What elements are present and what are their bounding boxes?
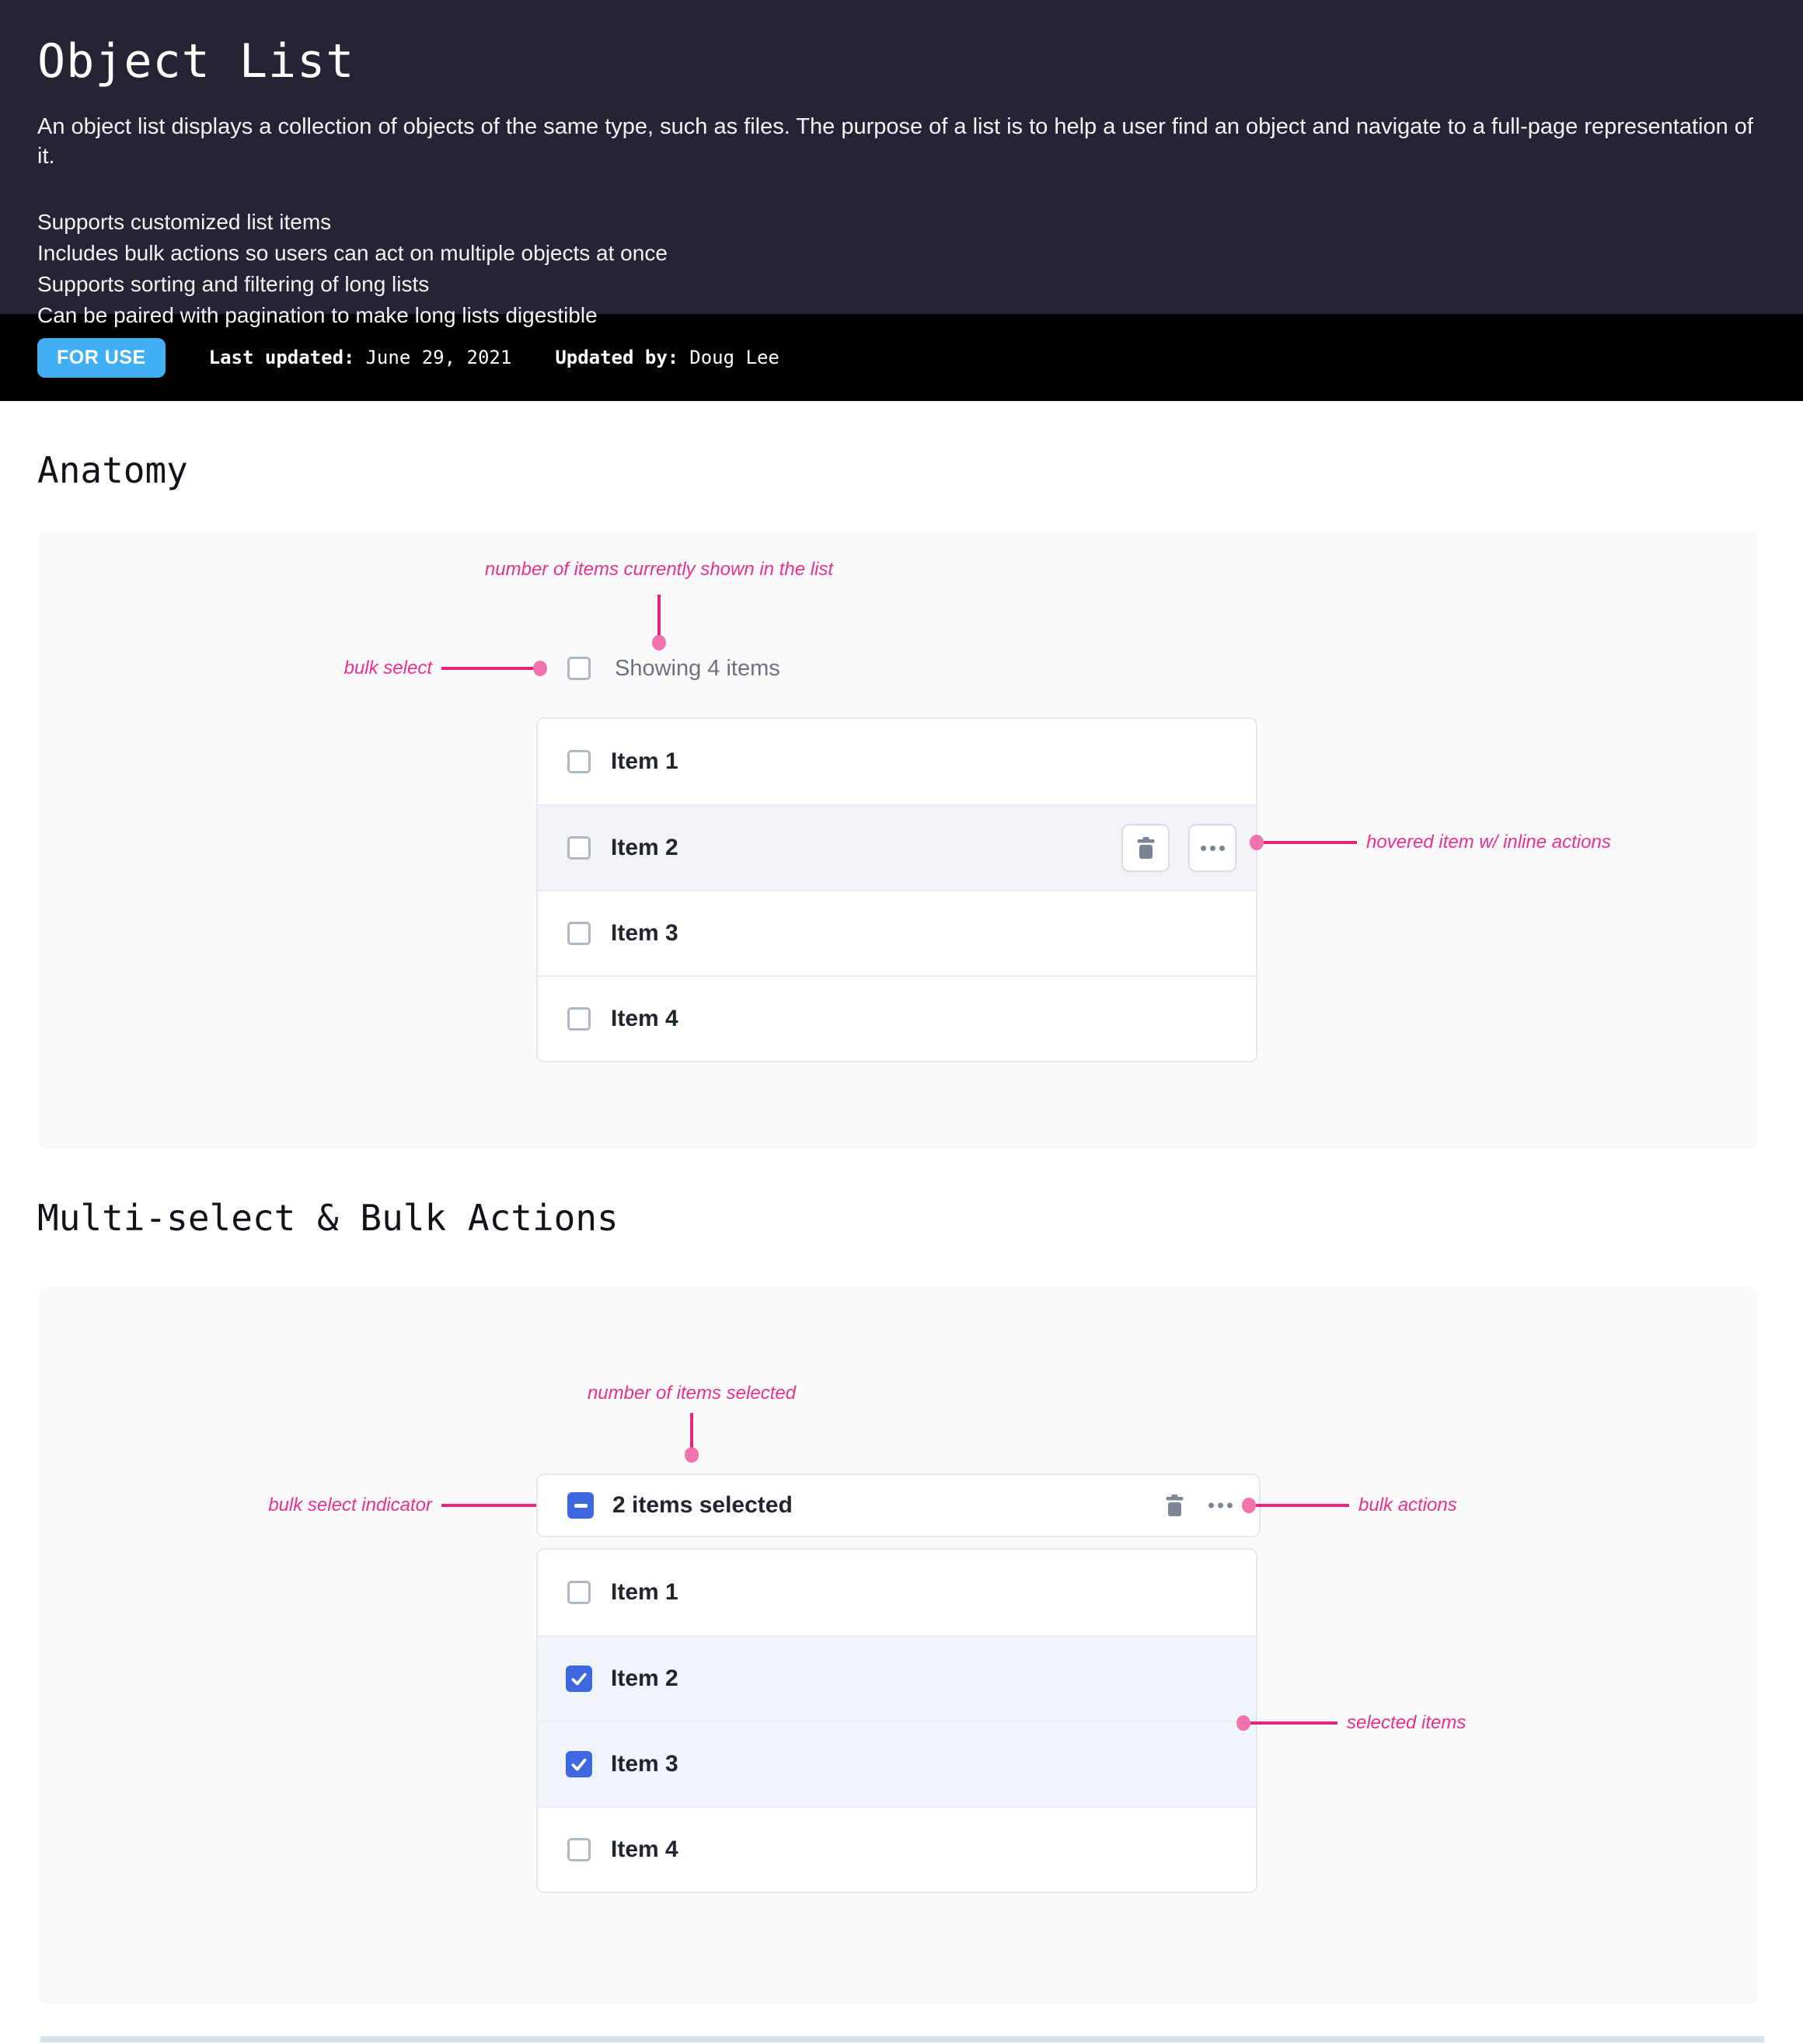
showing-count-label: Showing 4 items [615,655,780,681]
bulk-overflow-menu-button[interactable] [1206,1503,1234,1509]
annotation-dot [533,661,547,676]
selected-count-label: 2 items selected [612,1492,793,1518]
annotation-line [441,1504,542,1507]
feature-item: Can be paired with pagination to make long lists digestible [37,303,598,327]
object-list [536,717,1257,1062]
list-item-label: Item 1 [611,1579,678,1605]
annotation-line [1250,1721,1337,1725]
checkmark-icon [570,1755,588,1774]
annotation-hovered-label: hovered item w/ inline actions [1366,832,1611,853]
anatomy-heading: Anatomy [37,449,188,491]
item-checkbox[interactable] [566,835,592,861]
annotation-selected-items-label: selected items [1347,1712,1466,1733]
page-description: An object list displays a collection of objects of the same type, such as files. The purpose of a list is to help a user find an object and navigate to a full-page representation of it. [37,114,1753,169]
list-header-row [566,654,780,683]
updated-by-label: Updated by: [555,347,679,368]
item-checkbox-checked[interactable] [566,1666,592,1692]
multiselect-panel [39,1287,1758,2004]
page-title: Object List [37,34,355,89]
overflow-menu-button[interactable] [1188,824,1236,872]
page-header [0,0,1803,327]
list-item-label: Item 3 [611,920,678,946]
annotation-dot [1242,1498,1256,1513]
bulk-select-indeterminate-checkbox[interactable] [567,1492,594,1519]
checkmark-icon [570,1669,588,1688]
updated-by-value: Doug Lee [689,347,779,368]
indeterminate-dash-icon [574,1504,588,1508]
status-badge: FOR USE [37,338,166,378]
feature-item: Includes bulk actions so users can act on multiple objects at once [37,241,668,265]
list-item-2-hovered[interactable] [538,804,1256,890]
feature-list [37,207,1766,331]
list-item-2-selected[interactable] [538,1635,1256,1721]
item-checkbox-checked[interactable] [566,1751,592,1777]
updated-by [555,347,779,368]
annotation-item-count: number of items currently shown in the list [484,559,834,580]
annotation-line [1264,841,1357,844]
list-item-label: Item 3 [611,1751,678,1777]
annotation-selected-items [1236,1712,1466,1734]
delete-button[interactable] [1121,824,1170,872]
anatomy-panel [39,531,1758,1149]
annotation-hovered-item [1250,832,1611,853]
annotation-bulk-select-label: bulk select [344,657,432,678]
last-updated [209,347,512,368]
overflow-menu-icon [1206,1503,1234,1509]
annotation-dot [1250,835,1264,850]
overflow-menu-icon [1198,846,1226,851]
item-checkbox[interactable] [566,1006,592,1032]
bulk-actions-header [536,1474,1261,1537]
annotation-dot [1236,1715,1250,1731]
list-item-label: Item 2 [611,835,678,860]
section-divider [40,2036,1764,2042]
last-updated-label: Last updated: [208,347,355,368]
annotation-bulk-actions-label: bulk actions [1358,1495,1457,1516]
annotation-bulk-select [39,657,547,679]
bulk-delete-button[interactable] [1165,1495,1184,1516]
annotation-dot [652,635,666,651]
list-item-1[interactable] [538,1550,1256,1635]
list-item-label: Item 4 [611,1836,678,1862]
multiselect-heading: Multi-select & Bulk Actions [37,1197,619,1239]
item-checkbox[interactable] [566,1579,592,1606]
list-item-label: Item 1 [611,748,678,774]
annotation-bulk-select-indicator [39,1495,556,1516]
annotation-line [657,595,661,637]
list-item-1[interactable] [538,719,1256,804]
last-updated-value: June 29, 2021 [365,347,512,368]
list-item-4[interactable] [538,975,1256,1061]
annotation-indicator-label: bulk select indicator [268,1495,432,1516]
item-checkbox[interactable] [566,748,592,775]
annotation-bulk-actions [1242,1495,1457,1516]
feature-item: Supports customized list items [37,210,332,234]
list-item-4[interactable] [538,1806,1256,1892]
list-item-3[interactable] [538,890,1256,975]
annotation-line [690,1413,693,1452]
main-content [0,449,1803,2042]
annotation-line [1256,1504,1349,1507]
list-item-label: Item 2 [611,1666,678,1691]
item-checkbox[interactable] [566,1836,592,1863]
annotation-dot [685,1447,699,1463]
annotation-line [441,667,533,670]
bulk-select-checkbox[interactable] [566,655,592,682]
list-item-label: Item 4 [611,1006,678,1031]
object-list-multiselect [536,1548,1257,1893]
item-checkbox[interactable] [566,920,592,947]
annotation-selected-count: number of items selected [587,1383,797,1404]
list-item-3-selected[interactable] [538,1721,1256,1806]
trash-icon [1165,1495,1184,1516]
feature-item: Supports sorting and filtering of long lists [37,272,430,296]
trash-icon [1136,837,1156,859]
